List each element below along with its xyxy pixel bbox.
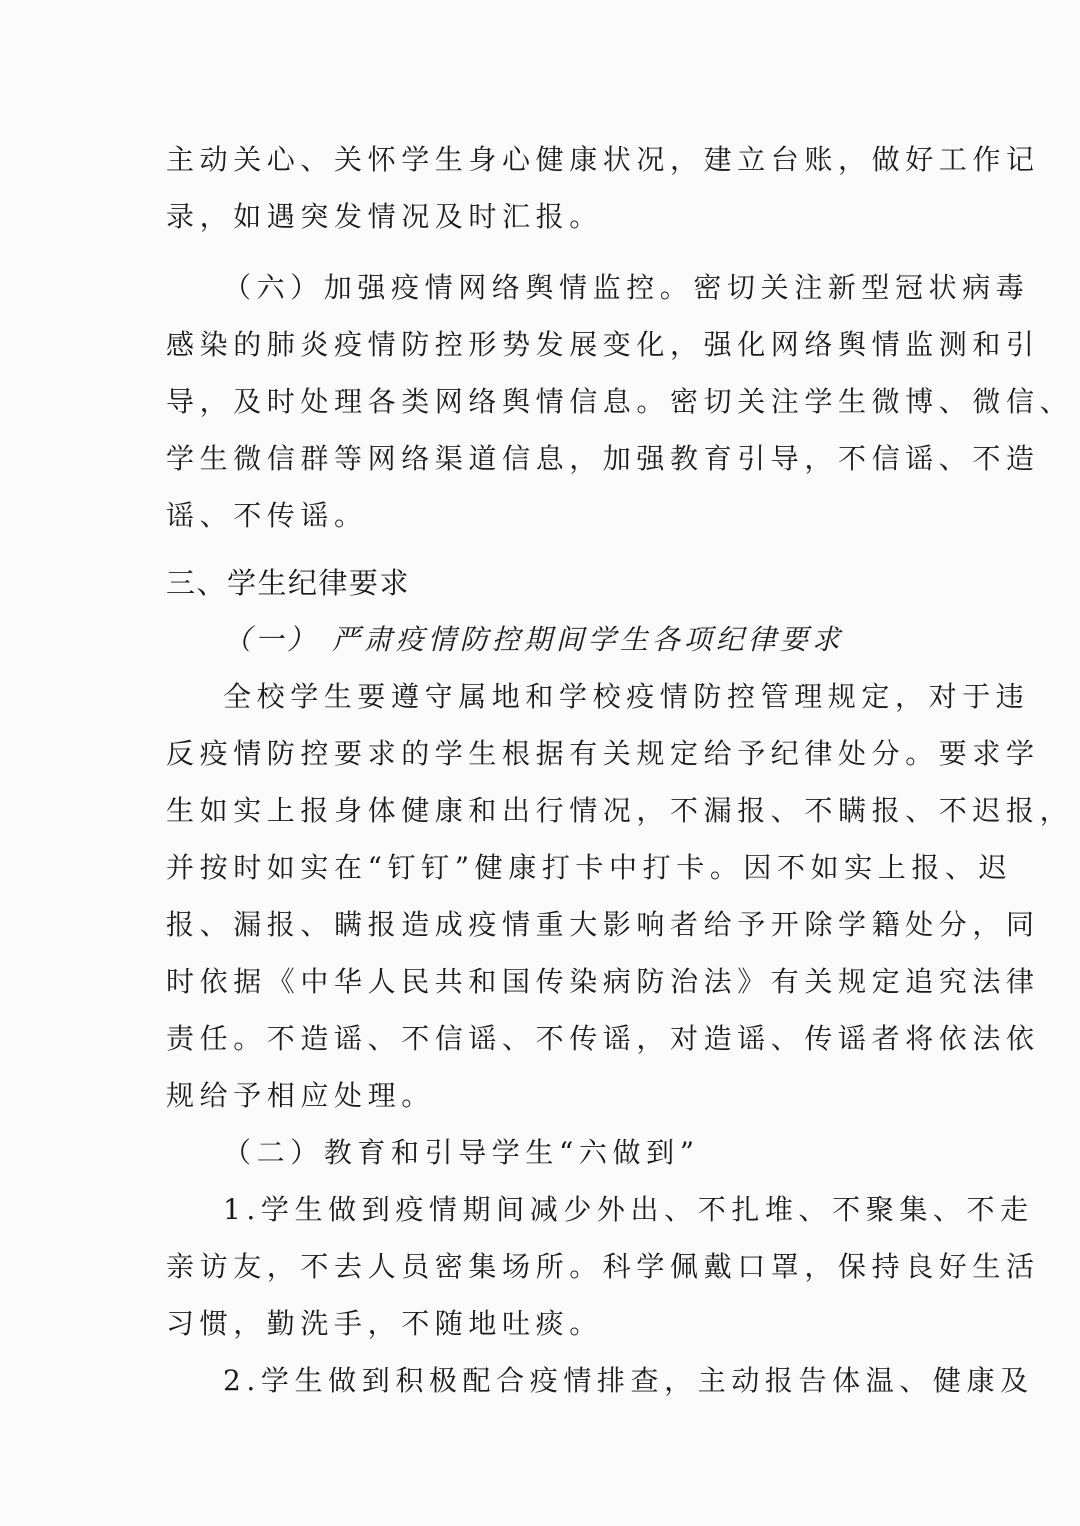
paragraph-line: 主动关心、关怀学生身心健康状况，建立台账，做好工作记 <box>166 143 1040 176</box>
list-item-1-line: 1.学生做到疫情期间减少外出、不扎堆、不聚集、不走 <box>223 1193 1034 1226</box>
section-six-heading-line: （六）加强疫情网络舆情监控。密切关注新型冠状病毒 <box>223 271 1030 304</box>
paragraph-line: 生如实上报身体健康和出行情况，不漏报、不瞒报、不迟报， <box>166 794 1074 827</box>
subsection-two-title: （二）教育和引导学生“六做到” <box>223 1136 700 1169</box>
list-item-2-line: 2.学生做到积极配合疫情排查，主动报告体温、健康及 <box>223 1364 1034 1397</box>
paragraph-line: 时依据《中华人民共和国传染病防治法》有关规定追究法律 <box>166 965 1040 998</box>
paragraph-line: 感染的肺炎疫情防控形势发展变化，强化网络舆情监测和引 <box>166 328 1040 361</box>
paragraph-line: 亲访友，不去人员密集场所。科学佩戴口罩，保持良好生活 <box>166 1250 1040 1283</box>
paragraph-line: 报、漏报、瞒报造成疫情重大影响者给予开除学籍处分，同 <box>166 908 1040 941</box>
paragraph-line: 谣、不传谣。 <box>166 499 368 532</box>
paragraph-line: 全校学生要遵守属地和学校疫情防控管理规定，对于违 <box>223 680 1030 713</box>
paragraph-line: 习惯，勤洗手，不随地吐痰。 <box>166 1307 603 1340</box>
paragraph-line: 学生微信群等网络渠道信息，加强教育引导，不信谣、不造 <box>166 442 1040 475</box>
paragraph-line: 录，如遇突发情况及时汇报。 <box>166 200 603 233</box>
subsection-one-title: （一） 严肃疫情防控期间学生各项纪律要求 <box>223 623 844 656</box>
paragraph-line: 责任。不造谣、不信谣、不传谣，对造谣、传谣者将依法依 <box>166 1022 1040 1055</box>
paragraph-line: 并按时如实在“钉钉”健康打卡中打卡。因不如实上报、迟 <box>166 851 1013 884</box>
paragraph-line: 反疫情防控要求的学生根据有关规定给予纪律处分。要求学 <box>166 737 1040 770</box>
section-three-title: 三、学生纪律要求 <box>166 566 411 600</box>
paragraph-line: 导，及时处理各类网络舆情信息。密切关注学生微博、微信、 <box>166 385 1074 418</box>
paragraph-line: 规给予相应处理。 <box>166 1079 435 1112</box>
